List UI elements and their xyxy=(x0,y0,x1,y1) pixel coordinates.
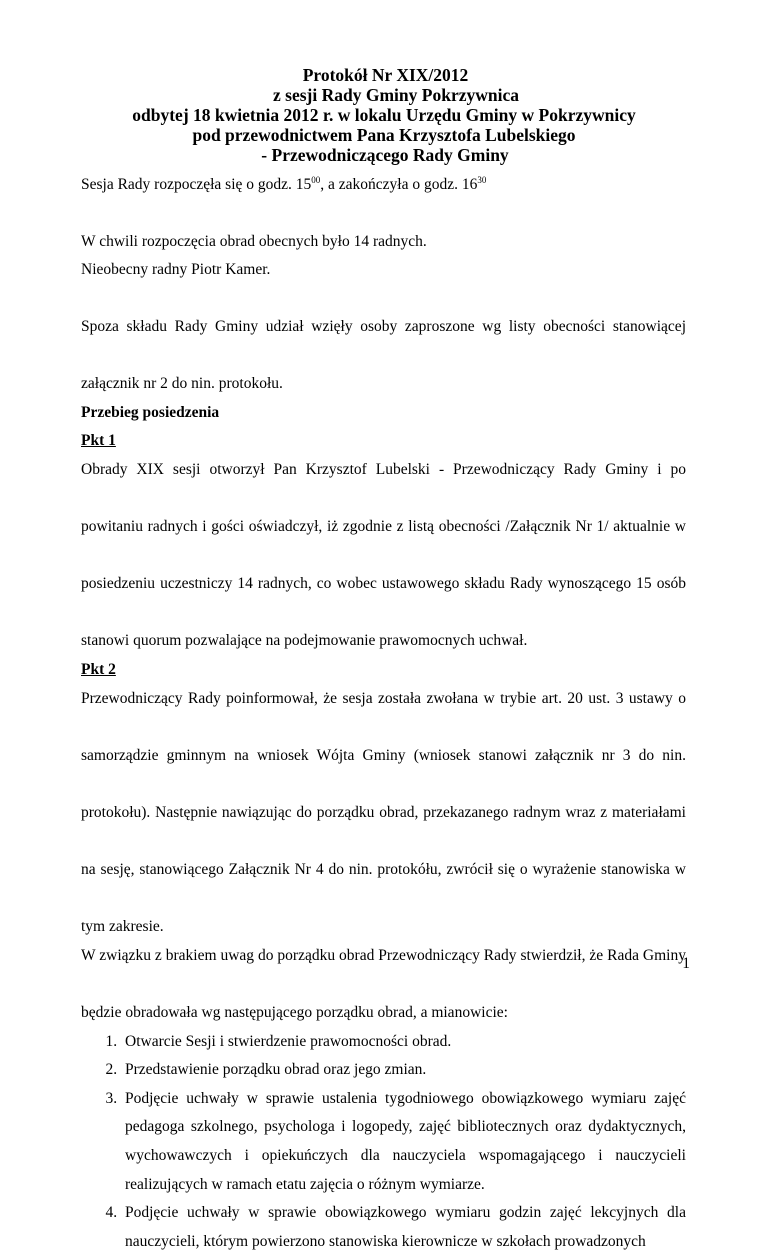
attendance-absent: Nieobecny radny Piotr Kamer. xyxy=(81,261,271,279)
agenda-list xyxy=(81,1028,686,1256)
page-number: 1 xyxy=(682,955,690,972)
title-line-chairman: pod przewodnictwem Pana Krzysztofa Lubelskiego xyxy=(192,125,576,145)
title-line-date-place: odbytej 18 kwietnia 2012 r. w lokalu Urzędu Gminy w Pokrzywnicy xyxy=(132,105,636,125)
point-1-line: stanowi quorum pozwalające na podejmowanie prawomocnych uchwał. xyxy=(81,632,528,650)
point-2-line: Przewodniczący Rady poinformował, że sesja została zwołana w trybie art. 20 ust. 3 ustawy o xyxy=(81,689,686,707)
point-2-conclusion-line: będzie obradowała wg następującego porządku obrad, a mianowicie: xyxy=(81,1004,508,1022)
point-2-line: tym zakresie. xyxy=(81,918,164,936)
point-1-line: posiedzeniu uczestniczy 14 radnych, co wobec ustawowego składu Rady wynoszącego 15 osób xyxy=(81,575,686,593)
guests-line-2: załącznik nr 2 do nin. protokołu. xyxy=(81,374,283,392)
agenda-item: 1. Otwarcie Sesji i stwierdzenie prawomocności obrad. xyxy=(121,1028,686,1057)
point-1-line: powitaniu radnych i gości oświadczył, iż zgodnie z listą obecności /Załącznik Nr 1/ aktualnie w xyxy=(81,517,686,535)
point-2-heading: Pkt 2 xyxy=(81,660,116,678)
agenda-item: 3. Podjęcie uchwały w sprawie ustalenia tygodniowego obowiązkowego wymiaru zajęć pedagoga szkolnego, psychologa i logopedy, zajęć bibliotecznych oraz dydaktycznych, wychowawczych i opiekuńczych dla nauczyciela wspomagającego i nauczycieli realizujących w ramach etatu zajęcia o różnym wymiarze. xyxy=(121,1085,686,1199)
point-1-line: Obrady XIX sesji otworzył Pan Krzysztof Lubelski - Przewodniczący Rady Gminy i po xyxy=(81,460,686,478)
proceedings-heading: Przebieg posiedzenia xyxy=(81,403,220,421)
attendance-present: W chwili rozpoczęcia obrad obecnych było 14 radnych. xyxy=(81,232,427,250)
title-line-session: z sesji Rady Gminy Pokrzywnica xyxy=(273,85,519,105)
point-1-heading: Pkt 1 xyxy=(81,432,116,450)
start-minutes: 00 xyxy=(311,175,321,185)
point-2-conclusion-line: W związku z brakiem uwag do porządku obrad Przewodniczący Rady stwierdził, że Rada Gminy xyxy=(81,946,686,964)
point-2-line: protokołu). Następnie nawiązując do porządku obrad, przekazanego radnym wraz z materiałami xyxy=(81,803,686,821)
agenda-item: 2. Przedstawienie porządku obrad oraz jego zmian. xyxy=(121,1056,686,1085)
guests-line-1: Spoza składu Rady Gminy udział wzięły osoby zaproszone wg listy obecności stanowiącej xyxy=(81,317,686,335)
document-body xyxy=(81,171,686,1256)
agenda-item: 4. Podjęcie uchwały w sprawie obowiązkowego wymiaru godzin zajęć lekcyjnych dla nauczycieli, którym powierzono stanowiska kierownicze w szkołach prowadzonych xyxy=(121,1199,686,1256)
session-time: Sesja Rady rozpoczęła się o godz. $15^{00}$, a zakończyła o godz. $16^{30}$ xyxy=(81,175,487,193)
end-minutes: 30 xyxy=(477,175,487,185)
point-2-line: samorządzie gminnym na wniosek Wójta Gminy (wniosek stanowi załącznik nr 3 do nin. xyxy=(81,746,686,764)
point-2-line: na sesję, stanowiącego Załącznik Nr 4 do nin. protokółu, zwrócił się o wyrażenie stanowiska w xyxy=(81,861,686,879)
title-line-chairman-role: - Przewodniczącego Rady Gminy xyxy=(261,145,509,165)
protocol-title xyxy=(0,65,768,165)
title-line-protocol-number: Protokół Nr XIX/2012 xyxy=(302,65,469,85)
